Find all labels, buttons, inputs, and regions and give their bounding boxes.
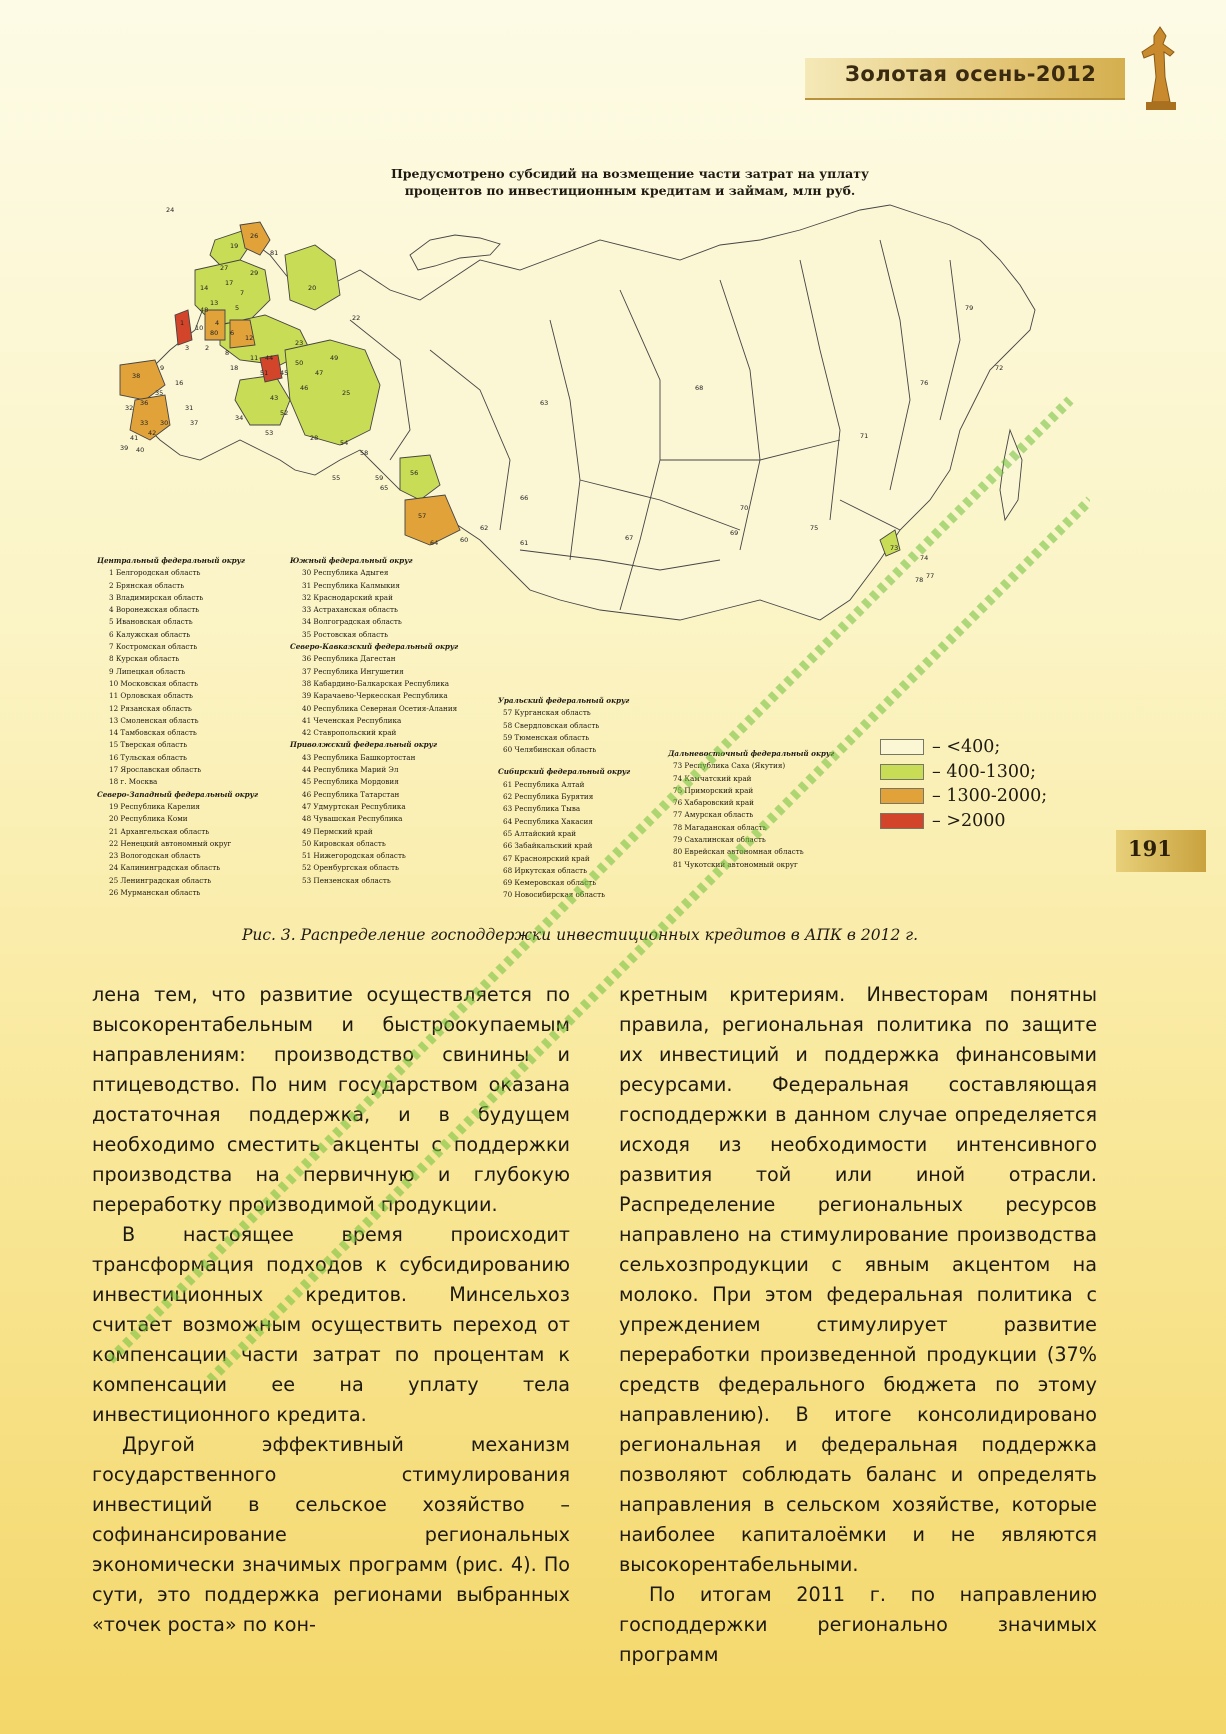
region-number: 9 bbox=[160, 364, 165, 372]
legend-item: 4 Воронежская область bbox=[109, 605, 200, 615]
region-number: 66 bbox=[520, 494, 529, 502]
legend-item: 8 Курская область bbox=[109, 654, 180, 664]
legend-item: 19 Республика Карелия bbox=[109, 801, 200, 811]
figure-caption: Рис. 3. Распределение господдержки инвестиционных кредитов в АПК в 2012 г. bbox=[241, 926, 919, 944]
legend-item: 80 Еврейская автономная область bbox=[673, 847, 804, 857]
region-number: 56 bbox=[410, 469, 419, 477]
region-number: 35 bbox=[155, 389, 164, 397]
legend-item: 13 Смоленская область bbox=[109, 715, 199, 725]
legend-item: 51 Нижегородская область bbox=[302, 851, 406, 861]
legend-item: 3 Владимирская область bbox=[109, 592, 204, 602]
region-number: 28 bbox=[310, 434, 319, 442]
legend-item: 12 Рязанская область bbox=[109, 703, 192, 713]
legend-item: 11 Орловская область bbox=[109, 691, 193, 701]
region-number: 73 bbox=[890, 544, 899, 552]
region-number: 43 bbox=[270, 394, 279, 402]
region-number: 45 bbox=[280, 369, 289, 377]
legend-list bbox=[290, 752, 458, 887]
legend-item: 7 Костромская область bbox=[109, 642, 198, 652]
region-number: 38 bbox=[132, 372, 141, 380]
region-number: 49 bbox=[330, 354, 339, 362]
region-number: 62 bbox=[480, 524, 489, 532]
paragraph: лена тем, что развитие осуществляется по высокорентабельным и быстроокупаемым направлениям: производство свинины и птицеводство. По ним государством оказана достаточная поддержка, и в будущем необходимо сместить акценты с поддержки производства на первичную и глубокую переработку производимой продукции. bbox=[92, 983, 570, 1216]
legend-item: 16 Тульская область bbox=[109, 752, 187, 762]
legend-item: 60 Челябинская область bbox=[503, 745, 597, 755]
legend-item: 33 Астраханская область bbox=[302, 605, 398, 615]
region-komi bbox=[285, 245, 340, 310]
region-number: 39 bbox=[120, 444, 129, 452]
region-number: 11 bbox=[250, 354, 259, 362]
legend-item: 75 Приморский край bbox=[673, 785, 754, 795]
magazine-title: Золотая осень-2012 bbox=[845, 62, 1097, 86]
region-number: 36 bbox=[140, 399, 149, 407]
legend-heading: Северо-Кавказский федеральный округ bbox=[290, 642, 459, 652]
region-number: 61 bbox=[520, 539, 529, 547]
region-number: 5 bbox=[235, 304, 240, 312]
region-number: 31 bbox=[185, 404, 194, 412]
legend-heading: Южный федеральный округ bbox=[290, 556, 413, 565]
legend-fareast bbox=[668, 748, 834, 871]
legend-heading: Приволжский федеральный округ bbox=[290, 740, 438, 750]
legend-item: 21 Архангельская область bbox=[109, 826, 210, 836]
region-number: 53 bbox=[265, 429, 274, 437]
legend-list bbox=[668, 760, 834, 871]
legend-item: 18 г. Москва bbox=[109, 777, 158, 787]
legend-item: 39 Карачаево-Черкесская Республика bbox=[302, 691, 448, 701]
legend-item: 57 Курганская область bbox=[503, 708, 591, 718]
region-number: 37 bbox=[190, 419, 199, 427]
legend-item: 31 Республика Калмыкия bbox=[302, 580, 400, 590]
map-title-line: процентов по инвестиционным кредитам и займам, млн руб. bbox=[404, 183, 856, 198]
legend-swatch-lt400 bbox=[880, 739, 924, 755]
region-number: 77 bbox=[926, 572, 935, 580]
legend-swatch-gt2000 bbox=[880, 813, 924, 829]
region-number: 16 bbox=[175, 379, 184, 387]
legend-item: 41 Чеченская Республика bbox=[302, 715, 402, 725]
region-number: 59 bbox=[375, 474, 384, 482]
region-number: 69 bbox=[730, 529, 739, 537]
legend-item: 65 Алтайский край bbox=[503, 828, 577, 838]
legend-item: 66 Забайкальский край bbox=[503, 841, 593, 851]
legend-item: 61 Республика Алтай bbox=[503, 779, 585, 789]
color-legend-row bbox=[880, 784, 1047, 809]
region-number: 34 bbox=[235, 414, 244, 422]
map-title bbox=[390, 165, 870, 199]
legend-swatch-1300-2000 bbox=[880, 788, 924, 804]
region-number: 80 bbox=[210, 329, 219, 337]
legend-item: 35 Ростовская область bbox=[302, 629, 389, 639]
legend-heading: Дальневосточный федеральный округ bbox=[668, 749, 835, 758]
region-number: 20 bbox=[308, 284, 317, 292]
region-number: 75 bbox=[810, 524, 819, 532]
region-number: 46 bbox=[300, 384, 309, 392]
region-number: 57 bbox=[418, 512, 427, 520]
region-number: 29 bbox=[250, 269, 259, 277]
region-number: 22 bbox=[352, 314, 361, 322]
legend-item: 48 Чувашская Республика bbox=[302, 814, 403, 824]
legend-heading: Уральский федеральный округ bbox=[498, 696, 630, 705]
legend-list bbox=[290, 653, 458, 739]
color-legend-row bbox=[880, 760, 1047, 785]
legend-item: 37 Республика Ингушетия bbox=[302, 666, 404, 676]
region-number: 48 bbox=[200, 306, 209, 314]
paragraph: Другой эффективный механизм государственного стимулирования инвестиций в сельское хозяйство – софинансирование региональных экономически значимых программ (рис. 4). По сути, это поддержка регионами выбранных «точек роста» по кон- bbox=[92, 1433, 570, 1636]
legend-list bbox=[498, 779, 630, 902]
legend-item: 64 Республика Хакасия bbox=[503, 816, 593, 826]
legend-item: 24 Калининградская область bbox=[109, 863, 221, 873]
legend-label: – 400-1300; bbox=[932, 761, 1037, 782]
region-number: 79 bbox=[965, 304, 974, 312]
region-number: 13 bbox=[210, 299, 219, 307]
region-number: 10 bbox=[195, 324, 204, 332]
legend-item: 44 Республика Марий Эл bbox=[302, 765, 399, 775]
legend-heading: Центральный федеральный округ bbox=[97, 556, 245, 565]
region-number: 12 bbox=[245, 334, 254, 342]
legend-item: 42 Ставропольский край bbox=[302, 728, 397, 738]
region-number: 60 bbox=[460, 536, 469, 544]
region-number: 81 bbox=[270, 249, 279, 257]
legend-item: 32 Краснодарский край bbox=[302, 592, 393, 602]
region-number: 24 bbox=[166, 206, 175, 214]
region-number: 64 bbox=[430, 539, 439, 547]
region-number: 52 bbox=[280, 409, 289, 417]
legend-item: 77 Амурская область bbox=[673, 810, 754, 820]
region-number: 25 bbox=[342, 389, 351, 397]
region-number: 7 bbox=[240, 289, 245, 297]
legend-list bbox=[290, 567, 458, 641]
region-number: 26 bbox=[250, 232, 259, 240]
legend-heading: Сибирский федеральный округ bbox=[498, 767, 631, 777]
region-number: 78 bbox=[915, 576, 924, 584]
legend-swatch-400-1300 bbox=[880, 764, 924, 780]
region-number: 6 bbox=[230, 329, 235, 337]
sakhalin bbox=[1000, 430, 1022, 520]
statue-icon bbox=[1130, 22, 1190, 112]
legend-label: – >2000 bbox=[932, 810, 1006, 831]
legend-item: 69 Кемеровская область bbox=[503, 878, 597, 888]
region-number: 76 bbox=[920, 379, 929, 387]
legend-item: 2 Брянская область bbox=[109, 580, 185, 590]
color-legend-row bbox=[880, 809, 1047, 834]
legend-item: 20 Республика Коми bbox=[109, 814, 188, 824]
region-number: 1 bbox=[180, 319, 185, 327]
legend-item: 76 Хабаровский край bbox=[673, 798, 754, 808]
region-belgorod bbox=[175, 310, 192, 345]
text-column-left bbox=[92, 980, 570, 1640]
legend-item: 1 Белгородская область bbox=[109, 568, 201, 578]
legend-item: 5 Ивановская область bbox=[109, 617, 193, 627]
legend-heading: Северо-Западный федеральный округ bbox=[97, 789, 259, 799]
region-number: 42 bbox=[148, 429, 157, 437]
paragraph: По итогам 2011 г. по направлению господдержки регионально значимых программ bbox=[619, 1583, 1097, 1666]
legend-item: 23 Вологодская область bbox=[109, 851, 201, 861]
region-number: 68 bbox=[695, 384, 704, 392]
page-number: 191 bbox=[1128, 836, 1172, 861]
legend-item: 17 Ярославская область bbox=[109, 765, 202, 775]
legend-item: 45 Республика Мордовия bbox=[302, 777, 399, 787]
legend-item: 81 Чукотский автономный округ bbox=[673, 859, 798, 869]
legend-item: 47 Удмуртская Республика bbox=[302, 801, 406, 811]
region-number: 2 bbox=[205, 344, 210, 352]
region-number: 33 bbox=[140, 419, 149, 427]
legend-item: 70 Новосибирская область bbox=[503, 890, 605, 900]
region-number: 54 bbox=[340, 439, 349, 447]
legend-item: 53 Пензенская область bbox=[302, 875, 391, 885]
region-number: 55 bbox=[332, 474, 341, 482]
legend-item: 52 Оренбургская область bbox=[302, 863, 399, 873]
legend-list bbox=[97, 567, 258, 788]
region-number: 8 bbox=[225, 349, 230, 357]
paragraph: кретным критериям. Инвесторам понятны правила, региональная политика по защите их инвестиций и поддержка финансовыми ресурсами. Федеральная составляющая господдержки в данном случае определяется исходя из необходимости интенсивного развития той или иной отрасли. Распределение региональных ресурсов направлено на стимулирование производства сельхозпродукции с явным акцентом на молоко. При этом федеральная политика с упреждением стимулирует развитие переработки произведенной продукции (37% средств федерального бюджета по этому направлению). В итоге консолидировано региональная и федеральная поддержка позволяют соблюдать баланс и определять направления в сельском хозяйстве, которые наиболее капиталоёмки и не являются высокорентабельными. bbox=[619, 983, 1097, 1576]
region-number: 40 bbox=[136, 446, 145, 454]
legend-item: 43 Республика Башкортостан bbox=[302, 752, 416, 762]
legend-item: 14 Тамбовская область bbox=[109, 728, 197, 738]
region-number: 4 bbox=[215, 319, 220, 327]
legend-item: 63 Республика Тыва bbox=[503, 804, 581, 814]
legend-item: 68 Иркутская область bbox=[503, 865, 588, 875]
region-number: 18 bbox=[230, 364, 239, 372]
region-number: 63 bbox=[540, 399, 549, 407]
color-legend-row bbox=[880, 735, 1047, 760]
region-number: 3 bbox=[185, 344, 190, 352]
region-number: 47 bbox=[315, 369, 324, 377]
legend-item: 49 Пермский край bbox=[302, 826, 373, 836]
legend-item: 59 Тюменская область bbox=[503, 732, 590, 742]
paragraph: В настоящее время происходит трансформация подходов к субсидированию инвестиционных кредитов. Минсельхоз считает возможным осуществить переход от компенсации части затрат по процентам к компенсации ее на уплату тела инвестиционного кредита. bbox=[92, 1223, 570, 1426]
legend-label: – 1300-2000; bbox=[932, 786, 1048, 807]
region-number: 70 bbox=[740, 504, 749, 512]
region-number: 58 bbox=[360, 449, 369, 457]
region-number: 74 bbox=[920, 554, 929, 562]
region-number: 71 bbox=[860, 432, 869, 440]
legend-item: 9 Липецкая область bbox=[109, 666, 186, 676]
legend-item: 22 Ненецкий автономный округ bbox=[109, 838, 232, 848]
color-scale-legend bbox=[880, 735, 1047, 833]
legend-item: 15 Тверская область bbox=[109, 740, 188, 750]
legend-item: 73 Республика Саха (Якутия) bbox=[673, 761, 786, 771]
region-number: 67 bbox=[625, 534, 634, 542]
region-number: 19 bbox=[230, 242, 239, 250]
region-number: 14 bbox=[200, 284, 209, 292]
legend-list bbox=[498, 707, 630, 756]
region-number: 65 bbox=[380, 484, 389, 492]
legend-central-northwest bbox=[97, 555, 258, 899]
region-number: 51 bbox=[260, 369, 269, 377]
legend-item: 67 Красноярский край bbox=[503, 853, 590, 863]
map-title-line: Предусмотрено субсидий на возмещение части затрат на уплату bbox=[391, 166, 869, 181]
legend-item: 74 Камчатский край bbox=[673, 773, 752, 783]
region-number: 72 bbox=[995, 364, 1004, 372]
legend-south-volga bbox=[290, 555, 458, 887]
legend-item: 78 Магаданская область bbox=[673, 822, 767, 832]
legend-item: 6 Калужская область bbox=[109, 629, 191, 639]
region-number: 44 bbox=[265, 354, 274, 362]
legend-item: 79 Сахалинская область bbox=[673, 835, 766, 845]
legend-item: 10 Московская область bbox=[109, 678, 199, 688]
region-number: 41 bbox=[130, 434, 139, 442]
region-number: 17 bbox=[225, 279, 234, 287]
legend-item: 30 Республика Адыгея bbox=[302, 568, 389, 578]
legend-item: 26 Мурманская область bbox=[109, 888, 201, 898]
legend-item: 40 Республика Северная Осетия-Алания bbox=[302, 703, 458, 713]
legend-item: 50 Кировская область bbox=[302, 838, 386, 848]
legend-label: – <400; bbox=[932, 737, 1001, 758]
region-number: 30 bbox=[160, 419, 169, 427]
legend-item: 34 Волгоградская область bbox=[302, 617, 402, 627]
region-number: 27 bbox=[220, 264, 229, 272]
region-number: 23 bbox=[295, 339, 304, 347]
text-column-right bbox=[619, 980, 1097, 1670]
legend-list bbox=[97, 801, 258, 899]
legend-item: 58 Свердловская область bbox=[503, 720, 600, 730]
legend-item: 62 Республика Бурятия bbox=[503, 792, 594, 802]
legend-item: 25 Ленинградская область bbox=[109, 875, 212, 885]
legend-item: 46 Республика Татарстан bbox=[302, 789, 400, 799]
legend-item: 38 Кабардино-Балкарская Республика bbox=[302, 678, 449, 688]
region-number: 32 bbox=[125, 404, 134, 412]
legend-item: 36 Республика Дагестан bbox=[302, 654, 396, 664]
legend-ural-siberia bbox=[498, 695, 630, 902]
region-number: 50 bbox=[295, 359, 304, 367]
